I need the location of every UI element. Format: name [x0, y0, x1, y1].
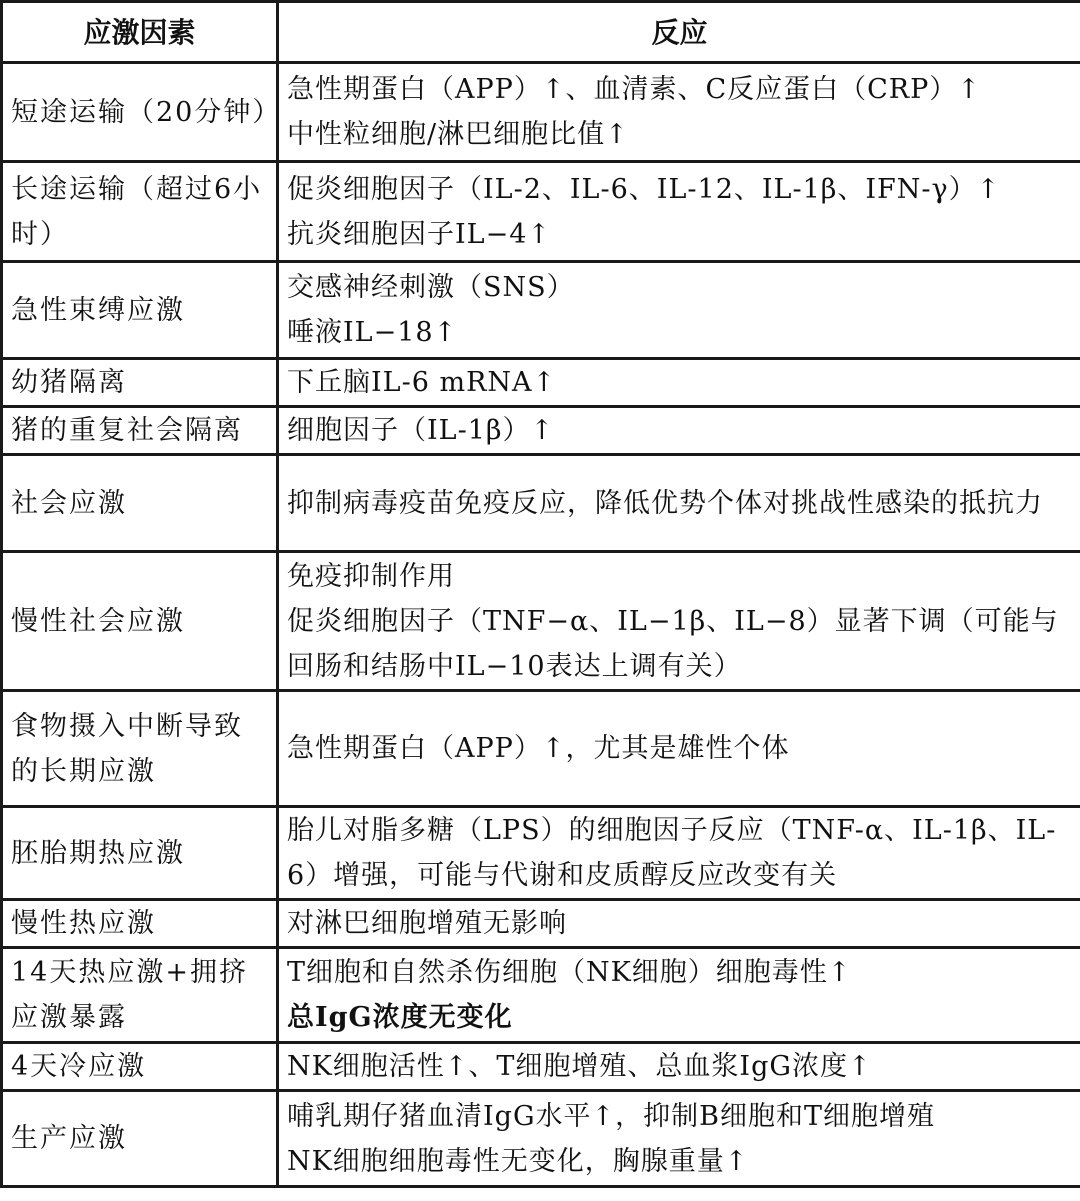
- table-row: [2, 1043, 1080, 1091]
- response-cell: [278, 407, 1080, 455]
- response-line: NK细胞细胞毒性无变化，胸腺重量↑: [287, 1145, 749, 1177]
- response-line: 免疫抑制作用: [287, 560, 455, 592]
- response-cell: [278, 262, 1080, 359]
- table-row: [2, 900, 1080, 948]
- response-cell: [278, 455, 1080, 552]
- stress-factor-cell: 14天热应激+拥挤应激暴露: [2, 948, 278, 1043]
- table-row: [2, 552, 1080, 691]
- response-cell: [278, 1091, 1080, 1187]
- response-line: 下丘脑IL-6 mRNA↑: [287, 367, 557, 398]
- table-row: [2, 359, 1080, 407]
- column-header-factor: 应激因素: [2, 2, 278, 63]
- response-line: 交感神经刺激（SNS）: [287, 272, 575, 303]
- response-cell: [278, 162, 1080, 262]
- response-cell: [278, 900, 1080, 948]
- response-line: 细胞因子（IL-1β）↑: [287, 415, 555, 446]
- stress-factor-cell: 生产应激: [2, 1091, 278, 1187]
- response-cell: [278, 63, 1080, 162]
- table-row: [2, 63, 1080, 162]
- table-row: [2, 407, 1080, 455]
- response-line: 中性粒细胞/淋巴细胞比值↑: [287, 119, 629, 150]
- stress-factor-cell: 胚胎期热应激: [2, 807, 278, 900]
- response-line: 总IgG浓度无变化: [287, 1002, 513, 1033]
- response-cell: [278, 359, 1080, 407]
- response-line: 胎儿对脂多糖（LPS）的细胞因子反应（TNF-α、IL-1β、IL-6）增强，可能与代谢和皮质醇反应改变有关: [287, 815, 1057, 891]
- response-line: 哺乳期仔猪血清IgG水平↑，抑制B细胞和T细胞增殖: [287, 1100, 935, 1132]
- table-row: [2, 262, 1080, 359]
- stress-factor-cell: 慢性热应激: [2, 900, 278, 948]
- table-row: [2, 691, 1080, 807]
- table-row: [2, 948, 1080, 1043]
- stress-factor-cell: 长途运输（超过6小时）: [2, 162, 278, 262]
- table-row: [2, 455, 1080, 552]
- response-line: NK细胞活性↑、T细胞增殖、总血浆IgG浓度↑: [287, 1051, 872, 1082]
- stress-factor-cell: 社会应激: [2, 455, 278, 552]
- response-cell: [278, 691, 1080, 807]
- response-line: T细胞和自然杀伤细胞（NK细胞）细胞毒性↑: [287, 957, 852, 988]
- stress-factor-cell: 幼猪隔离: [2, 359, 278, 407]
- table-row: [2, 807, 1080, 900]
- table-row: [2, 1091, 1080, 1187]
- response-cell: [278, 1043, 1080, 1091]
- response-line: 抑制病毒疫苗免疫反应，降低优势个体对挑战性感染的抵抗力: [287, 487, 1043, 519]
- table-header-row: [2, 2, 1080, 63]
- response-line: 急性期蛋白（APP）↑，尤其是雄性个体: [287, 733, 790, 764]
- response-line: 促炎细胞因子（TNF−α、IL−1β、IL−8）显著下调（可能与回肠和结肠中IL−10表达上调有关）: [287, 605, 1059, 682]
- stress-factor-cell: 慢性社会应激: [2, 552, 278, 691]
- response-cell: [278, 948, 1080, 1043]
- stress-factor-cell: 4天冷应激: [2, 1043, 278, 1091]
- stress-factor-cell: 短途运输（20分钟）: [2, 63, 278, 162]
- table-row: [2, 162, 1080, 262]
- stress-factor-cell: 急性束缚应激: [2, 262, 278, 359]
- stress-factor-cell: 食物摄入中断导致的长期应激: [2, 691, 278, 807]
- stress-factor-cell: 猪的重复社会隔离: [2, 407, 278, 455]
- table-body: [2, 63, 1080, 1187]
- response-line: 唾液IL−18↑: [287, 317, 458, 348]
- response-line: 对淋巴细胞增殖无影响: [287, 908, 567, 939]
- column-header-response: 反应: [278, 2, 1080, 63]
- response-line: 急性期蛋白（APP）↑、血清素、C反应蛋白（CRP）↑: [287, 74, 981, 105]
- response-cell: [278, 552, 1080, 691]
- response-line: 抗炎细胞因子IL−4↑: [287, 218, 552, 250]
- response-cell: [278, 807, 1080, 900]
- response-line: 促炎细胞因子（IL-2、IL-6、IL-12、IL-1β、IFN-γ）↑: [287, 173, 1001, 205]
